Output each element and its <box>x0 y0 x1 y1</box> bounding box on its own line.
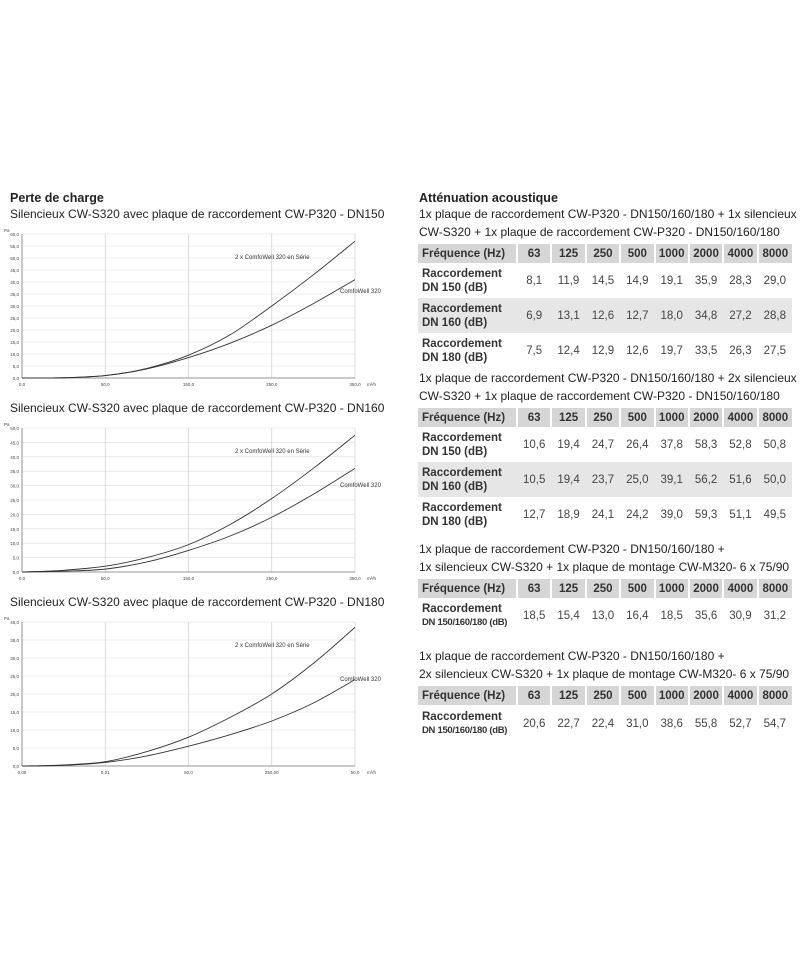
row-label <box>418 598 517 633</box>
y-tick-label: 5,0 <box>12 555 19 561</box>
y-tick-label: 35,0 <box>10 469 19 475</box>
attenuation-value: 13,1 <box>551 298 585 333</box>
attenuation-value: 26,3 <box>729 344 752 357</box>
attenuation-value: 19,4 <box>551 462 585 497</box>
x-tick-label: 250,0 <box>266 382 278 387</box>
y-tick-label: 50,0 <box>10 256 19 261</box>
row-label <box>418 263 517 298</box>
column-header: 4000 <box>723 408 757 427</box>
pressure-loss-heading: Perte de charge <box>10 191 104 205</box>
y-tick-label: 10,0 <box>10 541 19 547</box>
table-row <box>418 705 792 742</box>
table-row <box>418 598 792 633</box>
attenuation-value: 31,2 <box>763 609 786 622</box>
attenuation-value: 58,3 <box>694 438 718 451</box>
y-tick-label: 0,0 <box>12 570 19 575</box>
attenuation-value: 12,9 <box>591 344 615 357</box>
attenuation-value: 56,2 <box>689 462 723 497</box>
attenuation-value: 14,5 <box>591 274 615 287</box>
attenuation-value: 38,6 <box>660 717 683 730</box>
table-caption: 1x plaque de raccordement CW-P320 - DN150/160/180 + 2x silencieux <box>419 371 797 385</box>
y-tick-label: 60,0 <box>10 232 19 237</box>
column-header: Fréquence (Hz) <box>418 686 517 705</box>
attenuation-value: 22,4 <box>591 717 615 730</box>
column-header: 63 <box>517 579 551 598</box>
attenuation-value: 26,4 <box>626 438 649 451</box>
y-tick-label: 50,0 <box>10 426 19 431</box>
row-label-line: Raccordement <box>422 431 502 444</box>
y-tick-label: 0,0 <box>12 376 19 381</box>
attenuation-value: 27,2 <box>723 298 757 333</box>
row-label <box>418 427 517 462</box>
x-tick-label: 0,05 <box>17 770 27 775</box>
column-header: 4000 <box>723 244 757 263</box>
pressure-loss-chart <box>0 610 400 780</box>
column-header: 4000 <box>723 579 757 598</box>
column-header: 1000 <box>655 686 689 705</box>
attenuation-value: 13,0 <box>591 609 615 622</box>
y-tick-label: 55,0 <box>10 244 19 249</box>
row-label-line: Raccordement <box>422 267 502 280</box>
chart-title: Silencieux CW-S320 avec plaque de raccordement CW-P320 - DN180 <box>10 595 385 609</box>
series-label: 2 x ComfoWell 320 en Série <box>235 449 310 455</box>
column-header: 2000 <box>689 244 723 263</box>
attenuation-value: 6,9 <box>517 298 551 333</box>
y-tick-label: 40,0 <box>10 620 19 625</box>
row-label-line: Raccordement <box>422 466 502 479</box>
chart-title: Silencieux CW-S320 avec plaque de raccordement CW-P320 - DN160 <box>10 401 385 415</box>
x-tick-label: 50,0 <box>100 382 110 387</box>
table-caption: CW-S320 + 1x plaque de raccordement CW-P320 - DN150/160/180 <box>419 225 780 239</box>
column-header: 125 <box>551 686 585 705</box>
series-label: 2 x ComfoWell 320 en Série <box>235 643 310 649</box>
x-tick-label: 50,0 <box>350 770 360 775</box>
attenuation-table <box>418 244 792 368</box>
y-tick-label: 0,0 <box>12 764 19 769</box>
y-tick-label: 15,0 <box>10 340 19 345</box>
row-label <box>418 462 517 497</box>
attenuation-value: 52,8 <box>729 438 752 451</box>
series-label: 2 x ComfoWell 320 en Série <box>235 255 310 261</box>
row-label <box>418 298 517 333</box>
column-header: 250 <box>586 244 620 263</box>
attenuation-value: 28,3 <box>729 274 752 287</box>
column-header: 8000 <box>758 244 792 263</box>
x-tick-label: 0,01 <box>100 770 110 775</box>
y-tick-label: 35,0 <box>10 638 19 643</box>
row-label-line: DN 150 (dB) <box>422 281 488 294</box>
row-label <box>418 705 517 742</box>
table-row <box>418 427 792 462</box>
attenuation-value: 16,4 <box>626 609 649 622</box>
column-header: 1000 <box>655 408 689 427</box>
y-tick-label: 35,0 <box>10 292 19 297</box>
attenuation-value: 19,7 <box>660 344 683 357</box>
attenuation-value: 35,9 <box>694 274 718 287</box>
attenuation-value: 37,8 <box>660 438 683 451</box>
attenuation-value: 59,3 <box>694 508 718 521</box>
y-tick-label: 25,0 <box>10 316 19 321</box>
attenuation-value: 12,4 <box>557 344 580 357</box>
x-axis-unit: m³/h <box>367 382 376 387</box>
column-header: 8000 <box>758 579 792 598</box>
series-label: ComfoWell 320 <box>340 677 381 683</box>
attenuation-table <box>418 408 792 532</box>
attenuation-value: 18,5 <box>660 609 683 622</box>
table-header-row <box>418 686 792 705</box>
column-header: 2000 <box>689 579 723 598</box>
row-label-line: Raccordement <box>422 710 502 723</box>
table-header-row <box>418 579 792 598</box>
attenuation-value: 8,1 <box>526 274 543 287</box>
y-tick-label: 45,0 <box>10 268 19 273</box>
attenuation-value: 39,0 <box>660 508 683 521</box>
y-tick-label: 10,0 <box>10 352 19 357</box>
column-header: 8000 <box>758 408 792 427</box>
x-tick-label: 250,00 <box>264 770 279 775</box>
row-label-line: DN 150/160/180 (dB) <box>422 616 508 628</box>
table-row <box>418 263 792 298</box>
row-label-line: DN 150 (dB) <box>422 445 488 458</box>
column-header: 250 <box>586 686 620 705</box>
y-tick-label: 15,0 <box>10 710 19 715</box>
attenuation-value: 14,9 <box>626 274 649 287</box>
attenuation-table <box>418 579 792 633</box>
attenuation-value: 12,6 <box>586 298 620 333</box>
attenuation-value: 24,1 <box>591 508 615 521</box>
row-label-line: DN 180 (dB) <box>422 515 488 528</box>
table-caption: 1x plaque de raccordement CW-P320 - DN150/160/180 + 1x silencieux <box>419 207 797 221</box>
attenuation-value: 34,8 <box>689 298 723 333</box>
y-tick-label: 40,0 <box>10 280 19 285</box>
x-tick-label: 50,0 <box>100 576 110 581</box>
pressure-loss-chart <box>0 222 400 392</box>
column-header: 500 <box>620 408 654 427</box>
attenuation-value: 51,6 <box>723 462 757 497</box>
attenuation-value: 28,8 <box>758 298 792 333</box>
row-label-line: DN 180 (dB) <box>422 351 488 364</box>
attenuation-value: 15,4 <box>557 609 580 622</box>
x-axis-unit: m³/h <box>367 576 376 581</box>
table-row <box>418 298 792 333</box>
y-tick-label: 5,0 <box>12 364 19 369</box>
attenuation-value: 50,0 <box>758 462 792 497</box>
table-row <box>418 333 792 368</box>
column-header: Fréquence (Hz) <box>418 579 517 598</box>
column-header: 63 <box>517 686 551 705</box>
column-header: 8000 <box>758 686 792 705</box>
y-tick-label: 30,0 <box>10 304 19 309</box>
table-caption: 1x silencieux CW-S320 + 1x plaque de montage CW-M320- 6 x 75/90 <box>419 560 790 574</box>
table-row <box>418 497 792 532</box>
attenuation-value: 52,7 <box>729 717 752 730</box>
attenuation-value: 19,4 <box>557 438 580 451</box>
attenuation-value: 50,8 <box>763 438 786 451</box>
attenuation-value: 20,6 <box>522 717 546 730</box>
attenuation-value: 22,7 <box>557 717 580 730</box>
column-header: 2000 <box>689 408 723 427</box>
attenuation-value: 23,7 <box>586 462 620 497</box>
table-row <box>418 462 792 497</box>
y-tick-label: 30,0 <box>10 483 19 489</box>
series-label: ComfoWell 320 <box>340 289 381 295</box>
attenuation-value: 29,0 <box>763 274 786 287</box>
attenuation-value: 7,5 <box>526 344 543 357</box>
attenuation-value: 51,1 <box>729 508 752 521</box>
x-tick-label: 50,0 <box>184 770 193 775</box>
attenuation-value: 18,0 <box>655 298 689 333</box>
x-tick-label: 150,0 <box>182 382 195 387</box>
attenuation-value: 11,9 <box>557 274 580 287</box>
y-tick-label: 10,0 <box>10 728 19 733</box>
attenuation-value: 12,7 <box>620 298 654 333</box>
column-header: 1000 <box>655 244 689 263</box>
row-label-line: Raccordement <box>422 337 502 350</box>
attenuation-value: 33,5 <box>694 344 718 357</box>
column-header: 500 <box>620 244 654 263</box>
y-tick-label: 15,0 <box>10 526 19 532</box>
attenuation-value: 12,6 <box>626 344 649 357</box>
column-header: 125 <box>551 408 585 427</box>
column-header: Fréquence (Hz) <box>418 408 517 427</box>
attenuation-value: 27,5 <box>763 344 786 357</box>
x-tick-label: 250,0 <box>266 576 278 581</box>
x-tick-label: 350,0 <box>349 576 361 581</box>
row-label-line: Raccordement <box>422 602 502 615</box>
y-tick-label: 25,0 <box>10 498 19 503</box>
attenuation-value: 12,7 <box>522 508 546 521</box>
y-axis-unit: Pa <box>4 422 10 427</box>
x-tick-label: 150,0 <box>182 576 195 581</box>
x-tick-label: 350,0 <box>349 382 361 387</box>
row-label-line: DN 160 (dB) <box>422 480 488 493</box>
row-label-line: Raccordement <box>422 302 502 315</box>
series-label: ComfoWell 320 <box>340 483 381 489</box>
column-header: 63 <box>517 244 551 263</box>
pressure-loss-chart <box>0 416 400 586</box>
attenuation-value: 24,2 <box>626 508 649 521</box>
column-header: 2000 <box>689 686 723 705</box>
table-caption: CW-S320 + 1x plaque de raccordement CW-P320 - DN150/160/180 <box>419 389 780 403</box>
x-tick-label: 0,0 <box>18 576 26 581</box>
attenuation-value: 54,7 <box>763 717 786 730</box>
attenuation-value: 10,5 <box>517 462 551 497</box>
column-header: Fréquence (Hz) <box>418 244 517 263</box>
attenuation-value: 10,6 <box>522 438 546 451</box>
attenuation-value: 18,9 <box>557 508 580 521</box>
attenuation-value: 30,9 <box>729 609 752 622</box>
table-header-row <box>418 244 792 263</box>
y-axis-unit: Pa <box>4 616 10 621</box>
column-header: 125 <box>551 244 585 263</box>
x-axis-unit: m³/h <box>367 770 376 775</box>
column-header: 500 <box>620 579 654 598</box>
column-header: 4000 <box>723 686 757 705</box>
table-caption: 2x silencieux CW-S320 + 1x plaque de montage CW-M320- 6 x 75/90 <box>419 667 790 681</box>
row-label-line: DN 150/160/180 (dB) <box>422 724 508 736</box>
attenuation-value: 49,5 <box>763 508 786 521</box>
y-tick-label: 45,0 <box>10 440 19 446</box>
table-caption: 1x plaque de raccordement CW-P320 - DN150/160/180 + <box>419 542 725 556</box>
y-tick-label: 25,0 <box>10 674 19 679</box>
attenuation-value: 35,6 <box>694 609 718 622</box>
row-label-line: Raccordement <box>422 501 502 514</box>
x-tick-label: 0,0 <box>18 382 26 387</box>
y-axis-unit: Pa <box>4 228 10 233</box>
attenuation-value: 18,5 <box>522 609 546 622</box>
attenuation-value: 55,8 <box>694 717 718 730</box>
column-header: 500 <box>620 686 654 705</box>
table-header-row <box>418 408 792 427</box>
column-header: 250 <box>586 408 620 427</box>
attenuation-value: 19,1 <box>660 274 683 287</box>
y-tick-label: 20,0 <box>10 512 19 518</box>
y-tick-label: 5,0 <box>12 746 19 751</box>
attenuation-value: 31,0 <box>626 717 649 730</box>
attenuation-table <box>418 686 792 742</box>
column-header: 63 <box>517 408 551 427</box>
y-tick-label: 20,0 <box>10 692 19 697</box>
column-header: 125 <box>551 579 585 598</box>
row-label <box>418 333 517 368</box>
column-header: 1000 <box>655 579 689 598</box>
attenuation-value: 39,1 <box>655 462 689 497</box>
y-tick-label: 20,0 <box>10 328 19 333</box>
row-label-line: DN 160 (dB) <box>422 316 488 329</box>
y-tick-label: 40,0 <box>10 454 19 460</box>
column-header: 250 <box>586 579 620 598</box>
attenuation-value: 25,0 <box>620 462 654 497</box>
acoustic-attenuation-heading: Atténuation acoustique <box>419 191 558 205</box>
attenuation-value: 24,7 <box>591 438 615 451</box>
table-caption: 1x plaque de raccordement CW-P320 - DN150/160/180 + <box>419 649 725 663</box>
row-label <box>418 497 517 532</box>
chart-title: Silencieux CW-S320 avec plaque de raccordement CW-P320 - DN150 <box>10 207 385 221</box>
y-tick-label: 30,0 <box>10 656 19 661</box>
